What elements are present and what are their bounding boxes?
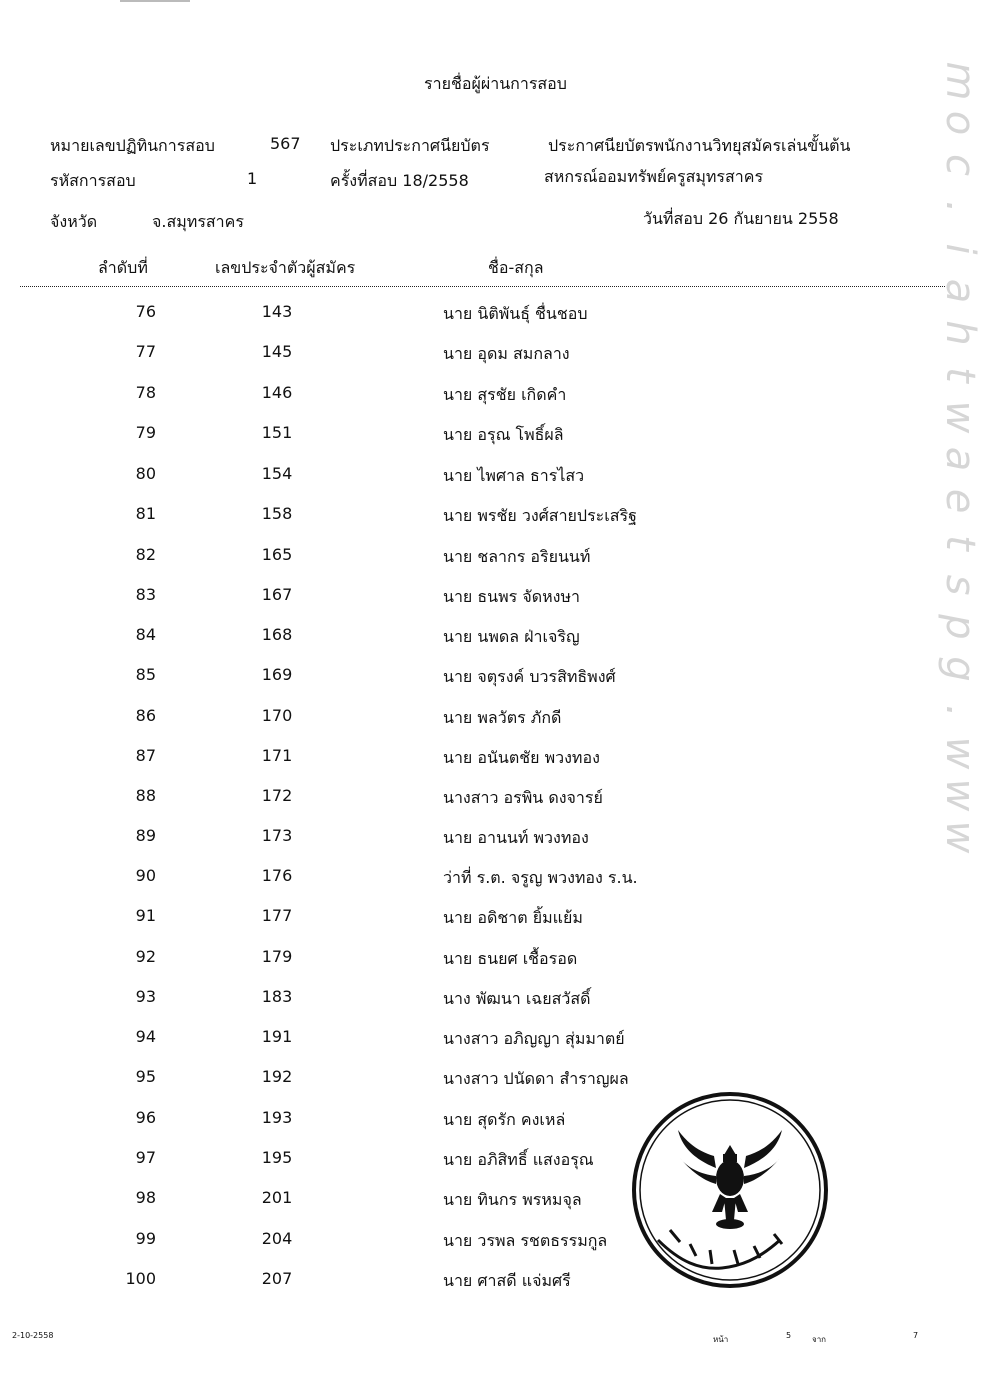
row-seq: 99 <box>135 1229 156 1248</box>
watermark-glyph: o <box>937 110 983 136</box>
table-row <box>0 504 991 544</box>
watermark-glyph: w <box>937 736 983 770</box>
row-applicant-id: 143 <box>261 302 293 321</box>
row-applicant-id: 207 <box>261 1269 293 1288</box>
table-row <box>0 1148 991 1188</box>
table-row <box>0 1027 991 1067</box>
table-row <box>0 786 991 826</box>
row-applicant-id: 193 <box>261 1108 293 1127</box>
row-seq: 85 <box>135 665 156 684</box>
row-name: นาย พลวัตร ภักดี <box>443 708 562 727</box>
row-name: นาย อนันตชัย พวงทอง <box>443 748 600 767</box>
row-applicant-id: 167 <box>261 585 293 604</box>
column-header-name: ชื่อ-สกุล <box>488 258 544 277</box>
row-name: นางสาว อรพิน ดงจารย์ <box>443 788 603 807</box>
row-applicant-id: 170 <box>261 706 293 725</box>
row-seq: 84 <box>135 625 156 644</box>
row-seq: 94 <box>135 1027 156 1046</box>
watermark-glyph: p <box>937 614 983 640</box>
of-label: จาก <box>812 1335 827 1344</box>
watermark-glyph: h <box>937 320 983 346</box>
watermark-glyph: w <box>937 820 983 854</box>
page-number: 5 <box>786 1331 792 1340</box>
row-seq: 76 <box>135 302 156 321</box>
row-seq: 89 <box>135 826 156 845</box>
watermark-glyph: t <box>937 535 983 551</box>
calendar-label: หมายเลขปฏิทินการสอบ <box>50 136 215 155</box>
table-row <box>0 826 991 866</box>
table-row <box>0 1229 991 1269</box>
row-name: นาย นพดล ฝ่าเจริญ <box>443 627 580 646</box>
row-seq: 91 <box>135 906 156 925</box>
watermark-glyph: w <box>937 778 983 812</box>
row-applicant-id: 172 <box>261 786 293 805</box>
row-applicant-id: 183 <box>261 987 293 1006</box>
watermark-glyph: . <box>937 704 983 718</box>
table-row <box>0 1067 991 1107</box>
row-applicant-id: 146 <box>261 383 293 402</box>
watermark-glyph: . <box>937 200 983 214</box>
page-title: รายชื่อผู้ผ่านการสอบ <box>424 74 567 93</box>
row-seq: 87 <box>135 746 156 765</box>
table-row <box>0 1108 991 1148</box>
row-applicant-id: 171 <box>261 746 293 765</box>
exam-date: วันที่สอบ 26 กันยายน 2558 <box>643 209 839 228</box>
table-row <box>0 947 991 987</box>
table-row <box>0 665 991 705</box>
table-row <box>0 625 991 665</box>
watermark-glyph: t <box>937 367 983 383</box>
row-applicant-id: 191 <box>261 1027 293 1046</box>
row-seq: 81 <box>135 504 156 523</box>
table-row <box>0 423 991 463</box>
watermark-glyph: a <box>937 278 983 304</box>
table-row <box>0 987 991 1027</box>
table-row <box>0 1269 991 1309</box>
row-name: นาย ทินกร พรหมจุล <box>443 1190 582 1209</box>
row-name: นาย สุดรัก คงเหล่ <box>443 1110 566 1129</box>
table-row <box>0 906 991 946</box>
row-applicant-id: 204 <box>261 1229 293 1248</box>
total-pages: 7 <box>913 1331 919 1340</box>
row-seq: 83 <box>135 585 156 604</box>
row-applicant-id: 176 <box>261 866 293 885</box>
exam-code-value: 1 <box>247 169 258 188</box>
watermark-glyph: i <box>937 243 983 255</box>
row-seq: 92 <box>135 947 156 966</box>
table-row <box>0 342 991 382</box>
row-name: นาย ธนยศ เชื้อรอด <box>443 949 578 968</box>
table-row <box>0 706 991 746</box>
column-header-seq: ลำดับที่ <box>98 258 148 277</box>
column-header-applicant-id: เลขประจำตัวผู้สมัคร <box>215 258 356 277</box>
row-applicant-id: 151 <box>261 423 293 442</box>
page-label: หน้า <box>713 1335 729 1344</box>
row-name: นาย นิติพันธุ์ ชื่นชอบ <box>443 304 588 323</box>
scan-mark <box>120 0 190 2</box>
row-name: นาย ชลากร อริยนนท์ <box>443 547 591 566</box>
row-seq: 80 <box>135 464 156 483</box>
row-applicant-id: 154 <box>261 464 293 483</box>
row-name: นาย อรุณ โพธิ์ผลิ <box>443 425 564 444</box>
row-applicant-id: 179 <box>261 947 293 966</box>
table-row <box>0 545 991 585</box>
row-name: นางสาว ปนัดดา สำราญผล <box>443 1069 629 1088</box>
watermark-glyph: w <box>937 400 983 434</box>
row-seq: 77 <box>135 342 156 361</box>
row-applicant-id: 158 <box>261 504 293 523</box>
table-row <box>0 302 991 342</box>
row-name: นาง พัฒนา เฉยสวัสดิ์ <box>443 989 591 1008</box>
watermark-glyph: s <box>937 574 983 596</box>
row-name: นางสาว อภิญญา สุ่มมาตย์ <box>443 1029 625 1048</box>
row-seq: 78 <box>135 383 156 402</box>
watermark-glyph: e <box>937 488 983 514</box>
row-name: นาย อดิชาต ยิ้มแย้ม <box>443 908 583 927</box>
table-row <box>0 746 991 786</box>
print-date: 2-10-2558 <box>12 1331 54 1340</box>
row-seq: 93 <box>135 987 156 1006</box>
row-seq: 100 <box>125 1269 156 1288</box>
row-name: นาย อุดม สมกลาง <box>443 344 570 363</box>
calendar-value: 567 <box>270 134 301 153</box>
row-applicant-id: 201 <box>261 1188 293 1207</box>
row-name: ว่าที่ ร.ต. จรูญ พวงทอง ร.น. <box>443 868 638 887</box>
row-applicant-id: 195 <box>261 1148 293 1167</box>
row-seq: 96 <box>135 1108 156 1127</box>
table-row <box>0 866 991 906</box>
row-seq: 98 <box>135 1188 156 1207</box>
row-applicant-id: 177 <box>261 906 293 925</box>
exam-code-label: รหัสการสอบ <box>50 171 136 190</box>
row-applicant-id: 173 <box>261 826 293 845</box>
exam-organization: สหกรณ์ออมทรัพย์ครูสมุทรสาคร <box>544 167 764 186</box>
table-row <box>0 383 991 423</box>
row-seq: 90 <box>135 866 156 885</box>
row-name: นาย จตุรงค์ บวรสิทธิพงศ์ <box>443 667 616 686</box>
row-applicant-id: 168 <box>261 625 293 644</box>
row-applicant-id: 165 <box>261 545 293 564</box>
header-divider <box>20 286 945 287</box>
table-row <box>0 1188 991 1228</box>
row-seq: 79 <box>135 423 156 442</box>
cert-type-value: ประกาศนียบัตรพนักงานวิทยุสมัครเล่นขั้นต้น <box>548 136 851 155</box>
exam-round: ครั้งที่สอบ 18/2558 <box>330 171 469 190</box>
row-seq: 88 <box>135 786 156 805</box>
row-seq: 97 <box>135 1148 156 1167</box>
row-name: นาย อานนท์ พวงทอง <box>443 828 589 847</box>
province-label: จังหวัด <box>50 212 98 231</box>
row-name: นาย สุรชัย เกิดคำ <box>443 385 567 404</box>
province-value: จ.สมุทรสาคร <box>152 212 244 231</box>
row-name: นาย ธนพร จัดหงษา <box>443 587 580 606</box>
table-row <box>0 464 991 504</box>
row-applicant-id: 169 <box>261 665 293 684</box>
site-watermark <box>930 60 990 1320</box>
garuda-emblem-icon <box>678 1130 782 1229</box>
watermark-glyph: a <box>937 446 983 472</box>
row-name: นาย อภิสิทธิ์ แสงอรุณ <box>443 1150 594 1169</box>
office-seal-stamp <box>630 1090 830 1290</box>
row-seq: 82 <box>135 545 156 564</box>
watermark-glyph: c <box>937 154 983 176</box>
row-name: นาย ไพศาล ธารไสว <box>443 466 585 485</box>
cert-type-label: ประเภทประกาศนียบัตร <box>330 136 490 155</box>
row-name: นาย พรชัย วงศ์สายประเสริฐ <box>443 506 637 525</box>
watermark-glyph: g <box>937 656 983 682</box>
row-applicant-id: 192 <box>261 1067 293 1086</box>
row-seq: 95 <box>135 1067 156 1086</box>
row-name: นาย วรพล รชตธรรมกูล <box>443 1231 608 1250</box>
row-applicant-id: 145 <box>261 342 293 361</box>
row-name: นาย ศาสดี แจ่มศรี <box>443 1271 571 1290</box>
watermark-glyph: m <box>937 61 983 101</box>
table-row <box>0 585 991 625</box>
row-seq: 86 <box>135 706 156 725</box>
